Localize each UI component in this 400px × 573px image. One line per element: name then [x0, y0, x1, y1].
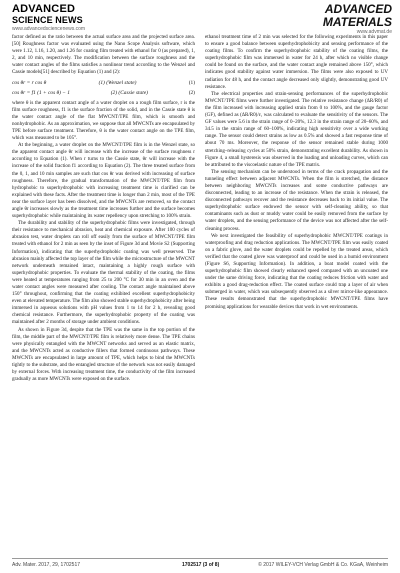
paragraph: At the beginning, a water droplet on the MWCNT/TPE film is in the Wenzel state, so the apparent contact angle θr will increase with the increase of the surface roughness r according to Equation (1). When r turns to the Cassie state, θr will increase with the increase of the solid fraction f1 according to Equation (2). The three treated surface from the 0, 1, and 10 min samples are such that cos θr was derived with increasing of surface roughness. Therefore, the gradual transformation of the MWCNT/TPE film from hydrophobic to superhydrophobic with increasing treatment time is clarified can be explained with these facts. After the treatment time is longer than 2 min, most of the TPE near the surface layer has been dissolved, and the MWCNTs are removed, so the contact angle θr increases slowly as the treatment time increases further and the surface becomes superhydrophobic while maintaining its water repellency upon stretching to 100% strain.	[12, 142, 195, 220]
journal-header-left	[12, 4, 85, 32]
left-column	[12, 34, 195, 550]
journal-url-left[interactable]: www.advancedsciencenews.com	[12, 26, 86, 32]
footer-page-number: 1702517 (3 of 8)	[182, 562, 220, 568]
equation-cassie	[12, 90, 195, 97]
journal-header-right	[323, 3, 392, 35]
equation-body: cos θr = f1 (1 + cos θ) − 1	[12, 89, 70, 96]
article-body	[12, 34, 388, 550]
journal-url-right[interactable]: www.advmat.de	[356, 29, 392, 35]
equation-tag: (1) (Wenzel state)	[98, 79, 137, 86]
paragraph: We next investigated the feasibility of superhydrophobic MWCNT/TPE coatings in waterproofing and drag reduction applications. The MWCNT/TPE film was easily coated on a fabric glove, and the water droplets could be repelled by the treated areas, which verified that the coated glove was waterproof and could be used in a humid environment (Figure S6, Supporting Information). In addition, a boat model coated with the superhydrophobic film showed clearly enhanced speed compared with an uncoated one under the same driving force, indicating that the coating reduces friction with water and exhibits a good drag-reduction effect. The coated surface could trap a layer of air when submerged in water, which was subsequently observed as a silver mirror-like appearance. These results demonstrated that the superhydrophobic MWCNT/TPE films have promising applications for wearable devices that work in wet environments.	[205, 232, 388, 310]
footer-copyright: © 2017 WILEY-VCH Verlag GmbH & Co. KGaA, Weinheim	[258, 562, 388, 568]
equation-number: (2)	[188, 89, 195, 96]
right-column	[205, 34, 388, 550]
equation-wenzel	[12, 80, 195, 87]
paragraph: The sensing mechanism can be understood in terms of the crack propagation and the tunneling effect between adjacent MWCNTs. When the film is stretched, the distance between neighboring MWCNTs increases and some conductive pathways are disconnected, leading to an increase of the resistance. When the strain is released, the disconnected pathways recover and the resistance decreases back to its initial value. The superhydrophobic surface endowed the sensor with self-cleaning ability, so that contaminants such as dust or muddy water could be easily removed from the surface by water droplets, and the sensing performance of the device was not affected after the self-cleaning process.	[205, 168, 388, 232]
footer-citation: Adv. Mater. 2017, 29, 1702517	[12, 562, 81, 568]
journal-logo-line2: MATERIALS	[322, 15, 392, 29]
page-footer	[12, 558, 388, 569]
journal-logo-line1: ADVANCED	[324, 2, 392, 16]
journal-title-line2: SCIENCE NEWS	[12, 15, 83, 25]
journal-title-line1: ADVANCED	[12, 3, 76, 15]
paragraph: factor defined as the ratio between the actual surface area and the projected surface area.[50] Roughness factor was evaluated using the Nano Scope Analysis software, which were 1.12, 1.16, 1.20, and 1.26 for coating film treated with ethanol for 0 (as prepared), 1, 2, and 10 min, respectively. The modification between the surface roughness and the water contact angles of the films satisfies a nonlinear trend according to the Wenzel and Cassie models[51] described by Equation (1) and (2):	[12, 34, 195, 76]
paragraph: where θ is the apparent contact angle of a water droplet on a rough film surface, r is the film surface roughness, f1 is the surface fraction of the solid, and in the Cassie state θ is the water contact angle of the flat MWCNT/TPE film, which is smooth and nonhydrophobic. As an approximation, we suppose that all MWCNTs are encapsulated by TPE before surface treatment. Therefore, θ is the water contact angle on the TPE film, which was measured to be 105°.	[12, 99, 195, 142]
paragraph: As shown in Figure 3d, despite that the TPE was the same in the top portion of the film, the middle part of the MWCNT/TPE film is relatively more dense. The TPE chains were physically entangled with the MWCNT networks and served as an elastic matrix, and the MWCNTs acted as conductive fillers that formed continuous pathways. These MWCNTs are encapsulated in large amount of TPE, which helps to bind the MWCNTs tightly to the substrate, and the entangled structure of the network was not easily damaged by external forces. With increasing treatment time, the conductivity of the film increased gradually as more MWCNTs were exposed on the surface.	[12, 326, 195, 383]
equation-tag: (2) (Cassie state)	[110, 89, 148, 96]
paragraph: The electrical properties and strain-sensing performances of the superhydrophobic MWCNT/TPE films were further investigated. The relative resistance change (ΔR/R0) of the film increased with increasing applied strain from 0 to 100%, and the gauge factor (GF), defined as (ΔR/R0)/ε, was calculated to evaluate the sensitivity of the sensors. The GF values were 5.6 in the strain range of 0–20%, 12.3 in the strain range of 20–60%, and 34.5 in the strain range of 60–100%, indicating high sensitivity over a wide working range. The sensor could detect strains as low as 0.5% and showed a fast response time of about 70 ms. Moreover, the response of the sensor remained stable during 1000 stretching–releasing cycles at 50% strain, demonstrating excellent durability. As shown in Figure 4, a small hysteresis was observed in the loading and unloading curves, which can be attributed to the viscoelastic nature of the TPE matrix.	[205, 90, 388, 168]
paragraph: The durability and stability of the superhydrophobic films were investigated, through their resistance to mechanical abrasion, heat and chemical exposure. After 100 cycles of abrasion test, water droplets can roll off easily from the surface of MWCNT/TPE film treated with ethanol for 2 min as seen by the inset of Figure 3d and Movie S2 (Supporting Information), indicating that the superhydrophobic coating was well preserved. The abrasion mainly affected the top layer of the film while the microstructure of the MWCNT network underneath remained intact, maintaining a highly rough surface with superhydrophobic properties. To evaluate the thermal stability of the coating, the films were heated at temperatures ranging from 25 to 200 °C for 30 min in an oven and the water contact angles were measured after cooling. The contact angle maintained above 150° throughout, confirming that the coating exhibited excellent superhydrophobicity even at elevated temperature. The film also showed stable superhydrophobicity after being immersed in aqueous solutions with pH values from 1 to 14 for 2 h, revealing good chemical resistance. Furthermore, the superhydrophobic property of the coating was maintained after 2 months of storage under ambient conditions.	[12, 220, 195, 326]
equation-number: (1)	[188, 79, 195, 86]
equation-body: cos θr = r cos θ	[12, 79, 47, 86]
paragraph: ethanol treatment time of 2 min was selected for the following experiments in this paper to ensure a good balance between superhydrophobicity and sensing performance of the coating films. To confirm the superhydrophobic stability of the coating films, the superhydrophobic film was immersed in water for 24 h, after which no visible change could be found on the surface, and the water contact angle remained above 150°, which indicates good stability against water immersion. The films were also exposed to UV radiation for 48 h, and the contact angle decreased only slightly, demonstrating good UV resistance.	[205, 34, 388, 90]
